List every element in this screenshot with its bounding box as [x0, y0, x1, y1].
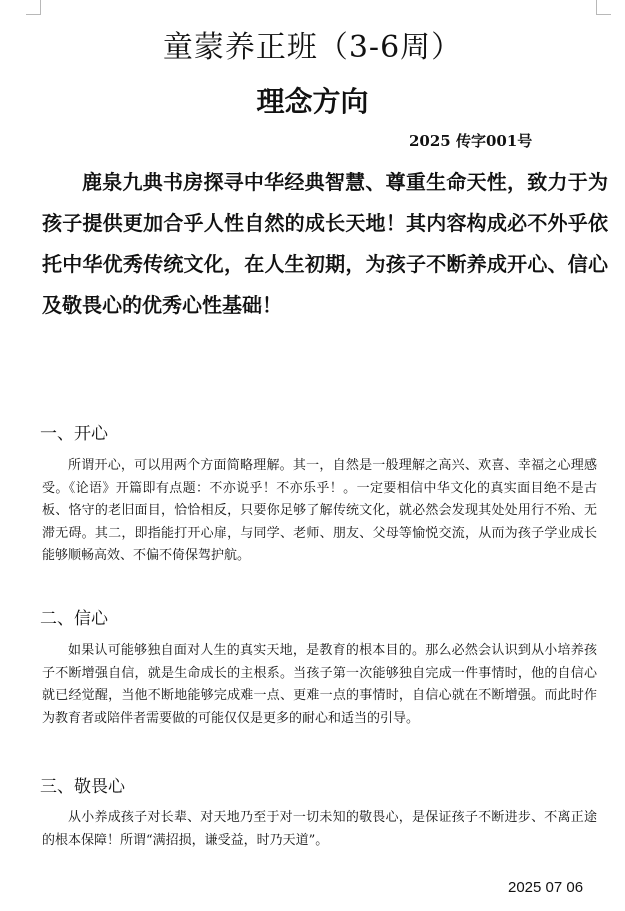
crop-mark-top-right	[596, 0, 611, 15]
crop-mark-top-left	[26, 0, 41, 15]
section-heading-reverence: 三、敬畏心	[40, 777, 125, 797]
document-date: 2025 07 06	[508, 879, 584, 896]
document-subtitle: 理念方向	[256, 85, 369, 118]
section-body-confidence: 如果认可能够独自面对人生的真实天地，是教育的根本目的。那么必然会认识到从小培养孩子不断增强自信，就是生命成长的主根系。当孩子第一次能够独自完成一件事情时，他的自信心就已经觉醒，当他不断地能够完成难一点、更难一点的事情时，自信心就在不断增强。而此时作为教育者或陪伴者需要做的可能仅仅是更多的耐心和适当的引导。	[42, 643, 597, 726]
section-body-happiness: 所谓开心，可以用两个方面简略理解。其一，自然是一般理解之高兴、欢喜、幸福之心理感受。《论语》开篇即有点题：不亦说乎！不亦乐乎！。一定要相信中华文化的真实面目绝不是古板、恪守的老旧面目，恰恰相反，只要你足够了解传统文化，就必然会发现其处处用行不殆、无滞无碍。其二，即指能打开心扉，与同学、老师、朋友、父母等愉悦交流，从而为孩子学业成长能够顺畅高效、不偏不倚保驾护航。	[42, 458, 597, 563]
section-heading-confidence: 二、信心	[40, 609, 108, 629]
section-body-reverence: 从小养成孩子对长辈、对天地乃至于对一切未知的敬畏心，是保证孩子不断进步、不离正途的根本保障！所谓“满招损，谦受益，时乃天道”。	[42, 810, 597, 848]
section-heading-happiness: 一、开心	[40, 424, 108, 444]
intro-paragraph: 鹿泉九典书房探寻中华经典智慧、尊重生命天性，致力于为孩子提供更加合乎人性自然的成长天地！其内容构成必不外乎依托中华优秀传统文化，在人生初期，为孩子不断养成开心、信心及敬畏心的优秀心性基础！	[42, 170, 608, 317]
document-number: 2025 传字001号	[409, 132, 533, 150]
document-title: 童蒙养正班（3-6周）	[162, 30, 463, 65]
